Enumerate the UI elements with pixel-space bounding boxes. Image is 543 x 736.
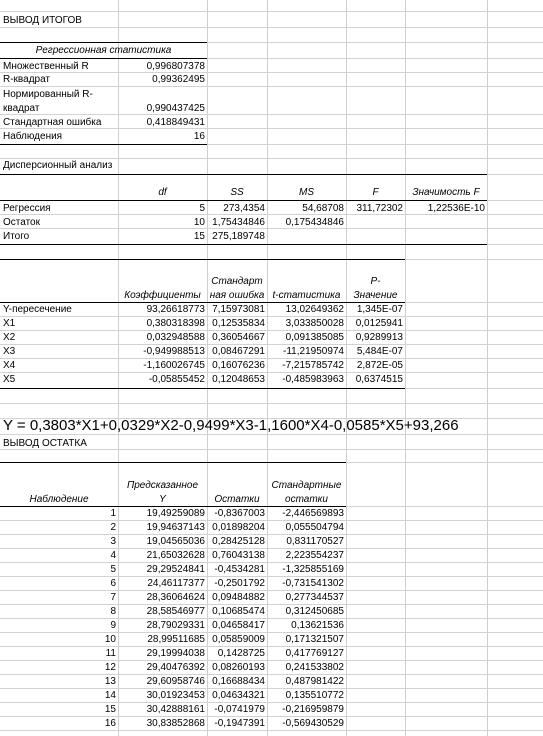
grid-row-line [0, 520, 543, 521]
grid-row-line [0, 128, 543, 129]
res-header-std-2: остатки [285, 494, 328, 505]
anova-row-label: Остаток [3, 217, 40, 228]
regression-stats-header-border [0, 58, 207, 59]
anova-ss: 1,75434846 [212, 217, 265, 228]
stat-value: 0,99362495 [152, 74, 205, 85]
res-header-res: Остатки [214, 494, 260, 505]
anova-header-df: df [158, 187, 167, 198]
residual-cell-res: -0,2501792 [214, 578, 265, 589]
anova-header-ms: MS [299, 187, 314, 198]
residual-cell-n: 14 [104, 690, 116, 701]
stat-label: Нормированный R- [3, 89, 93, 100]
grid-row-line [0, 228, 543, 229]
grid-row-line [0, 632, 543, 633]
stat-label-cont: квадрат [3, 103, 40, 114]
coef-cell-p: 0,0125941 [355, 318, 403, 329]
anova-df: 15 [193, 231, 205, 242]
coef-top-border [0, 259, 405, 260]
residual-cell-pred: 30,42888161 [146, 704, 205, 715]
anova-f: 311,72302 [356, 203, 403, 214]
coef-cell-coef: -0,05855452 [148, 374, 205, 385]
grid-row-line [0, 330, 543, 331]
regression-stats-header: Регрессионная статистика [35, 45, 172, 56]
grid-row-line [0, 214, 543, 215]
coef-cell-se: 0,12535834 [212, 318, 265, 329]
stat-value: 16 [193, 131, 205, 142]
coef-cell-se: 0,08467291 [212, 346, 265, 357]
coef-header-se-1: Стандарт [211, 276, 263, 287]
coef-cell-p: 5,484E-07 [356, 346, 403, 357]
res-header-pred-1: Предсказанное [126, 480, 199, 491]
coef-header-se-2: ная ошибка [209, 290, 265, 301]
residual-cell-pred: 28,58546977 [146, 606, 205, 617]
stat-label: Стандартная ошибка [3, 117, 102, 128]
residual-cell-std: 0,831170527 [286, 536, 344, 547]
residual-cell-pred: 29,19994038 [146, 648, 205, 659]
grid-row-line [0, 674, 543, 675]
grid-row-line [0, 702, 543, 703]
residual-cell-std: -0,731541302 [282, 578, 344, 589]
coef-cell-coef: 0,032948588 [146, 332, 205, 343]
grid-row-line [0, 646, 543, 647]
residual-cell-n: 13 [104, 676, 116, 687]
grid-row-line [0, 604, 543, 605]
grid-col-line [405, 0, 406, 736]
residual-cell-res: 0,04634321 [212, 690, 265, 701]
residual-cell-pred: 29,29524841 [146, 564, 205, 575]
grid-row-line [0, 72, 543, 73]
coef-cell-p: 0,9289913 [355, 332, 403, 343]
stat-label: Наблюдения [3, 131, 63, 142]
grid-row-line [0, 158, 543, 159]
coef-cell-label: Y-пересечение [3, 304, 72, 315]
anova-row-label: Итого [3, 231, 30, 242]
residual-cell-n: 5 [110, 564, 116, 575]
grid-row-line [0, 688, 543, 689]
coef-cell-t: -0,485983963 [282, 374, 344, 385]
residual-cell-std: -0,216959879 [282, 704, 344, 715]
coef-cell-se: 0,16076236 [212, 360, 265, 371]
residual-cell-std: -1,325855169 [282, 564, 344, 575]
residuals-title: ВЫВОД ОСТАТКА [3, 438, 87, 449]
residual-cell-n: 3 [110, 536, 116, 547]
residual-cell-pred: 21,65032628 [146, 550, 205, 561]
coef-header-p-2: Значение [353, 290, 398, 301]
residual-cell-n: 2 [110, 522, 116, 533]
regression-stats-bottom-border [0, 144, 207, 145]
residual-cell-pred: 19,94637143 [146, 522, 205, 533]
residual-cell-res: 0,76043138 [212, 550, 265, 561]
residual-cell-pred: 24,46117377 [147, 578, 205, 589]
anova-title: Дисперсионный анализ [3, 160, 113, 171]
grid-row-line [0, 86, 543, 87]
coef-cell-t: 13,02649362 [285, 304, 344, 315]
grid-row-line [0, 548, 543, 549]
coef-header-border [0, 302, 405, 303]
coef-cell-se: 0,12048653 [212, 374, 265, 385]
coef-cell-p: 1,345E-07 [356, 304, 403, 315]
residual-cell-res: -0,1947391 [214, 718, 265, 729]
grid-row-line [0, 344, 543, 345]
residual-cell-res: 0,08260193 [212, 662, 265, 673]
grid-row-line [0, 576, 543, 577]
residual-cell-n: 7 [110, 592, 116, 603]
stat-value: 0,996807378 [146, 61, 205, 72]
res-header-obs: Наблюдение [29, 494, 89, 505]
grid-row-line [0, 11, 543, 12]
residual-cell-std: 0,241533802 [285, 662, 344, 673]
grid-row-line [0, 316, 543, 317]
grid-row-line [0, 716, 543, 717]
residual-cell-std: 0,417769127 [285, 648, 344, 659]
stat-label: Множественный R [3, 61, 89, 72]
coef-cell-coef: 0,380318398 [146, 318, 205, 329]
grid-row-line [0, 114, 543, 115]
residual-cell-std: 0,135510772 [285, 690, 344, 701]
coef-cell-label: X4 [3, 360, 16, 371]
coef-cell-t: -11,21950974 [283, 346, 344, 357]
residual-cell-n: 16 [104, 718, 116, 729]
grid-row-line [0, 660, 543, 661]
residuals-top-border [0, 462, 346, 463]
anova-ms: 54,68708 [302, 203, 344, 214]
residual-cell-pred: 30,01923453 [146, 690, 205, 701]
residual-cell-n: 10 [104, 634, 116, 645]
coef-cell-coef: -0,949988513 [143, 346, 205, 357]
residual-cell-n: 8 [110, 606, 116, 617]
coef-cell-p: 0,6374515 [355, 374, 403, 385]
anova-header-sig: Значимость F [412, 187, 480, 198]
residual-cell-n: 6 [110, 578, 116, 589]
anova-header-ss: SS [230, 187, 244, 198]
residual-cell-res: 0,05859009 [212, 634, 265, 645]
residual-cell-std: -2,446569893 [282, 508, 344, 519]
residual-cell-n: 11 [105, 648, 116, 659]
grid-row-line [0, 590, 543, 591]
residual-cell-pred: 28,99511685 [147, 634, 205, 645]
residual-cell-res: 0,28425128 [212, 536, 265, 547]
grid-row-line [0, 403, 543, 404]
residual-cell-res: -0,0741979 [214, 704, 265, 715]
coef-cell-t: 0,091385085 [285, 332, 344, 343]
coef-cell-coef: 93,26618773 [146, 304, 205, 315]
anova-sig: 1,22536E-10 [427, 203, 485, 214]
grid-row-line [0, 534, 543, 535]
stat-label: R-квадрат [3, 74, 51, 85]
residual-cell-n: 1 [110, 508, 116, 519]
residual-cell-res: 0,16688434 [212, 676, 265, 687]
anova-row-label: Регрессия [3, 203, 51, 214]
anova-bottom-border [0, 244, 487, 245]
residual-cell-res: 0,01898204 [212, 522, 265, 533]
residual-cell-std: 0,487981422 [285, 676, 344, 687]
summary-title: ВЫВОД ИТОГОВ [3, 15, 82, 26]
grid-row-line [0, 618, 543, 619]
coef-cell-t: -7,215785742 [282, 360, 344, 371]
grid-row-line [0, 730, 543, 731]
residual-cell-res: -0,8367003 [214, 508, 265, 519]
residual-cell-res: 0,04658417 [212, 620, 265, 631]
coef-cell-label: X1 [3, 318, 16, 329]
res-header-pred-2: Y [159, 494, 166, 505]
coef-header-coef: Коэффициенты [124, 290, 201, 301]
coef-cell-se: 7,15973081 [212, 304, 265, 315]
regression-equation: Y = 0,3803*X1+0,0329*X2-0,9499*X3-1,1600*X4-0,0585*X5+93,266 [3, 417, 459, 434]
residual-cell-std: 0,055504794 [285, 522, 344, 533]
residual-cell-std: 0,277344537 [285, 592, 344, 603]
stat-value: 0,418849431 [146, 117, 205, 128]
coef-cell-label: X3 [3, 346, 16, 357]
residual-cell-n: 15 [104, 704, 116, 715]
coef-bottom-border [0, 388, 405, 389]
stat-value: 0,990437425 [146, 103, 205, 114]
residual-cell-pred: 19,04565036 [146, 536, 205, 547]
coef-cell-coef: -1,160026745 [143, 360, 205, 371]
coef-cell-p: 2,872E-05 [356, 360, 403, 371]
grid-row-line [0, 358, 543, 359]
anova-header-border [0, 200, 487, 201]
coef-header-t: t-статистика [272, 290, 341, 301]
grid-row-line [0, 372, 543, 373]
coef-cell-label: X5 [3, 374, 16, 385]
anova-df: 5 [199, 203, 205, 214]
residual-cell-res: 0,1428725 [217, 648, 265, 659]
anova-ss: 275,189748 [212, 231, 265, 242]
residual-cell-pred: 28,36064624 [146, 592, 205, 603]
residual-cell-res: 0,09484882 [212, 592, 265, 603]
anova-df: 10 [193, 217, 205, 228]
residual-cell-std: 0,171321507 [285, 634, 344, 645]
grid-col-line [487, 0, 488, 736]
residual-cell-pred: 30,83852868 [146, 718, 205, 729]
coef-cell-label: X2 [3, 332, 16, 343]
residual-cell-pred: 29,40476392 [146, 662, 205, 673]
res-header-std-1: Стандартные [271, 480, 342, 491]
residual-cell-pred: 19,49259089 [146, 508, 205, 519]
residual-cell-n: 9 [110, 620, 116, 631]
grid-row-line [0, 562, 543, 563]
coef-cell-se: 0,36054667 [212, 332, 265, 343]
residual-cell-std: -0,569430529 [282, 718, 344, 729]
grid-row-line [0, 449, 543, 450]
anova-ss: 273,4354 [223, 203, 265, 214]
anova-top-border [0, 174, 487, 175]
residual-cell-pred: 28,79029331 [146, 620, 205, 631]
anova-ms: 0,175434846 [285, 217, 344, 228]
residual-cell-std: 0,312450685 [285, 606, 344, 617]
residual-cell-res: 0,10685474 [212, 606, 265, 617]
grid-row-line [0, 27, 543, 28]
residual-cell-pred: 29,60958746 [146, 676, 205, 687]
coef-header-p-1: P- [370, 276, 381, 287]
residual-cell-n: 4 [110, 550, 116, 561]
residual-cell-std: 0,13621536 [291, 620, 344, 631]
coef-cell-t: 3,033850028 [285, 318, 344, 329]
residual-cell-res: -0,4534281 [214, 564, 265, 575]
regression-stats-top-border [0, 42, 207, 43]
residual-cell-std: 2,223554237 [285, 550, 344, 561]
anova-header-f: F [372, 187, 379, 198]
residuals-header-border [0, 506, 346, 507]
residual-cell-n: 12 [104, 662, 116, 673]
